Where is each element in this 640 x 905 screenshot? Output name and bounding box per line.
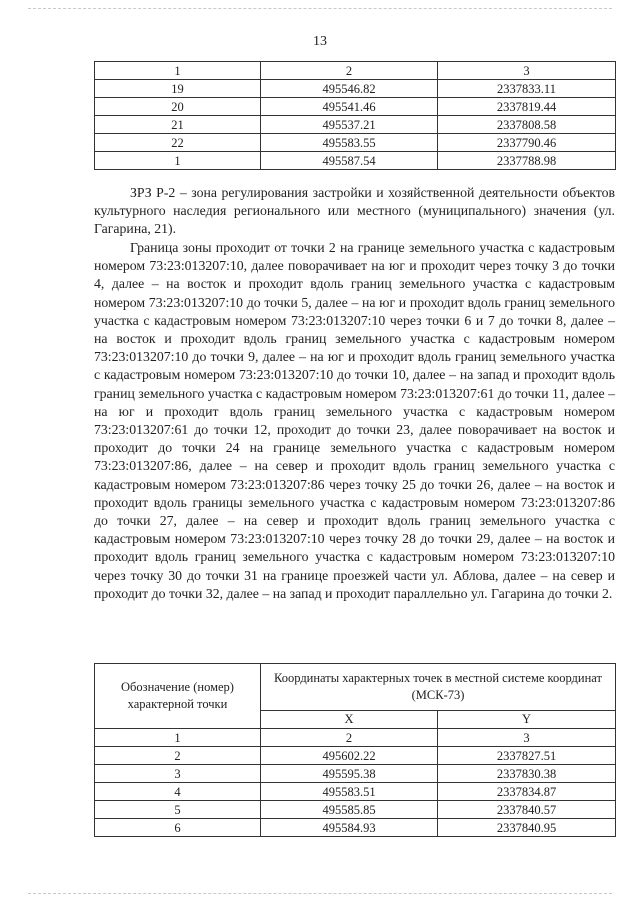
y-coordinate-cell: 2337840.57: [438, 801, 616, 819]
point-number-cell: 1: [95, 152, 261, 170]
x-coordinate-cell: 495595.38: [261, 765, 438, 783]
point-number-cell: 2: [95, 747, 261, 765]
table-row: [95, 819, 616, 837]
y-coordinate-cell: 2337790.46: [438, 134, 616, 152]
scan-edge-top: [28, 8, 612, 9]
table-row: [95, 801, 616, 819]
table-header-row: [95, 664, 616, 711]
point-number-cell: 22: [95, 134, 261, 152]
table-row: [95, 747, 616, 765]
table-row: [95, 152, 616, 170]
x-coordinate-cell: 495602.22: [261, 747, 438, 765]
table-header-row: [95, 62, 616, 80]
y-coordinate-cell: 2337830.38: [438, 765, 616, 783]
x-coordinate-cell: 495583.55: [261, 134, 438, 152]
y-coordinate-cell: 2337840.95: [438, 819, 616, 837]
point-number-cell: 5: [95, 801, 261, 819]
table-row: [95, 80, 616, 98]
x-coordinate-cell: 495546.82: [261, 80, 438, 98]
y-coordinate-cell: 2337819.44: [438, 98, 616, 116]
x-coordinate-cell: 495537.21: [261, 116, 438, 134]
coordinates-header: Координаты характерных точек в местной системе координат (МСК-73): [261, 664, 616, 711]
table-index-row: [95, 729, 616, 747]
point-number-cell: 6: [95, 819, 261, 837]
table-row: [95, 98, 616, 116]
y-coordinate-cell: 2337788.98: [438, 152, 616, 170]
table-row: [95, 783, 616, 801]
column-index-cell: 2: [261, 729, 438, 747]
x-coordinate-cell: 495584.93: [261, 819, 438, 837]
x-header: X: [261, 710, 438, 728]
y-coordinate-cell: 2337827.51: [438, 747, 616, 765]
x-coordinate-cell: 495583.51: [261, 783, 438, 801]
column-index-cell: 3: [438, 62, 616, 80]
x-coordinate-cell: 495585.85: [261, 801, 438, 819]
zone-definition-paragraph: ЗРЗ Р-2 – зона регулирования застройки и хозяйственной деятельности объектов культурного наследия регионального или местного (муниципального) значения (ул. Гагарина, 21).: [94, 185, 615, 237]
scan-edge-bottom: [28, 893, 612, 894]
point-number-cell: 4: [95, 783, 261, 801]
x-coordinate-cell: 495587.54: [261, 152, 438, 170]
column-index-cell: 3: [438, 729, 616, 747]
coordinates-table: [94, 663, 616, 837]
table-row: [95, 134, 616, 152]
y-header: Y: [438, 710, 616, 728]
point-number-cell: 3: [95, 765, 261, 783]
y-coordinate-cell: 2337833.11: [438, 80, 616, 98]
point-number-cell: 20: [95, 98, 261, 116]
y-coordinate-cell: 2337808.58: [438, 116, 616, 134]
y-coordinate-cell: 2337834.87: [438, 783, 616, 801]
column-index-cell: 2: [261, 62, 438, 80]
column-index-cell: 1: [95, 729, 261, 747]
column-index-cell: 1: [95, 62, 261, 80]
x-coordinate-cell: 495541.46: [261, 98, 438, 116]
boundary-description-paragraph: Граница зоны проходит от точки 2 на границе земельного участка с кадастровым номером 73:23:013207:10, далее поворачивает на юг и проходит через точку 3 до точки 4, далее – на восток и проходит вдоль границ земельного участка с кадастровым номером 73:23:013207:10 до точки 5, далее – на юг и проходит вдоль границ земельного участка с кадастровым номером 73:23:013207:10 через точки 6 и 7 до точки 8, далее – на восток и проходит вдоль границ земельного участка с кадастровым номером 73:23:013207:10 до точки 9, далее – на юг и проходит вдоль границ земельного участка с кадастровым номером 73:23:013207:10 до точки 10, далее – на запад и проходит вдоль границ земельного участка с кадастровым номером 73:23:013207:61 до точки 11, далее – на юг и проходит вдоль границ земельного участка с кадастровым номером 73:23:013207:61 до точки 12, проходит до точки 23, далее поворачивает на восток и проходит до точки 24 на границе земельного участка с кадастровым номером 73:23:013207:86, далее – на север и проходит вдоль границ земельного участка с кадастровым номером 73:23:013207:86 через точку 25 до точки 26, далее – на восток и проходит вдоль границы земельного участка с кадастровым номером 73:23:013207:86 до точки 27, далее – на север и проходит вдоль границ земельного участка с кадастровым номером 73:23:013207:10 через точку 28 до точки 29, далее – на восток и проходит вдоль границ земельного участка с кадастровым номером 73:23:013207:10 через точку 30 до точки 31 на границе проезжей части ул. Аблова, далее – на север и проходит до точки 32, далее – на запад и проходит параллельно ул. Гагарина до точки 2.: [94, 240, 615, 601]
point-designation-header: Обозначение (номер) характерной точки: [95, 664, 261, 729]
table-row: [95, 765, 616, 783]
point-number-cell: 19: [95, 80, 261, 98]
table-row: [95, 116, 616, 134]
point-number-cell: 21: [95, 116, 261, 134]
page-number: 13: [313, 34, 327, 49]
coordinates-table-continued: [94, 61, 616, 170]
